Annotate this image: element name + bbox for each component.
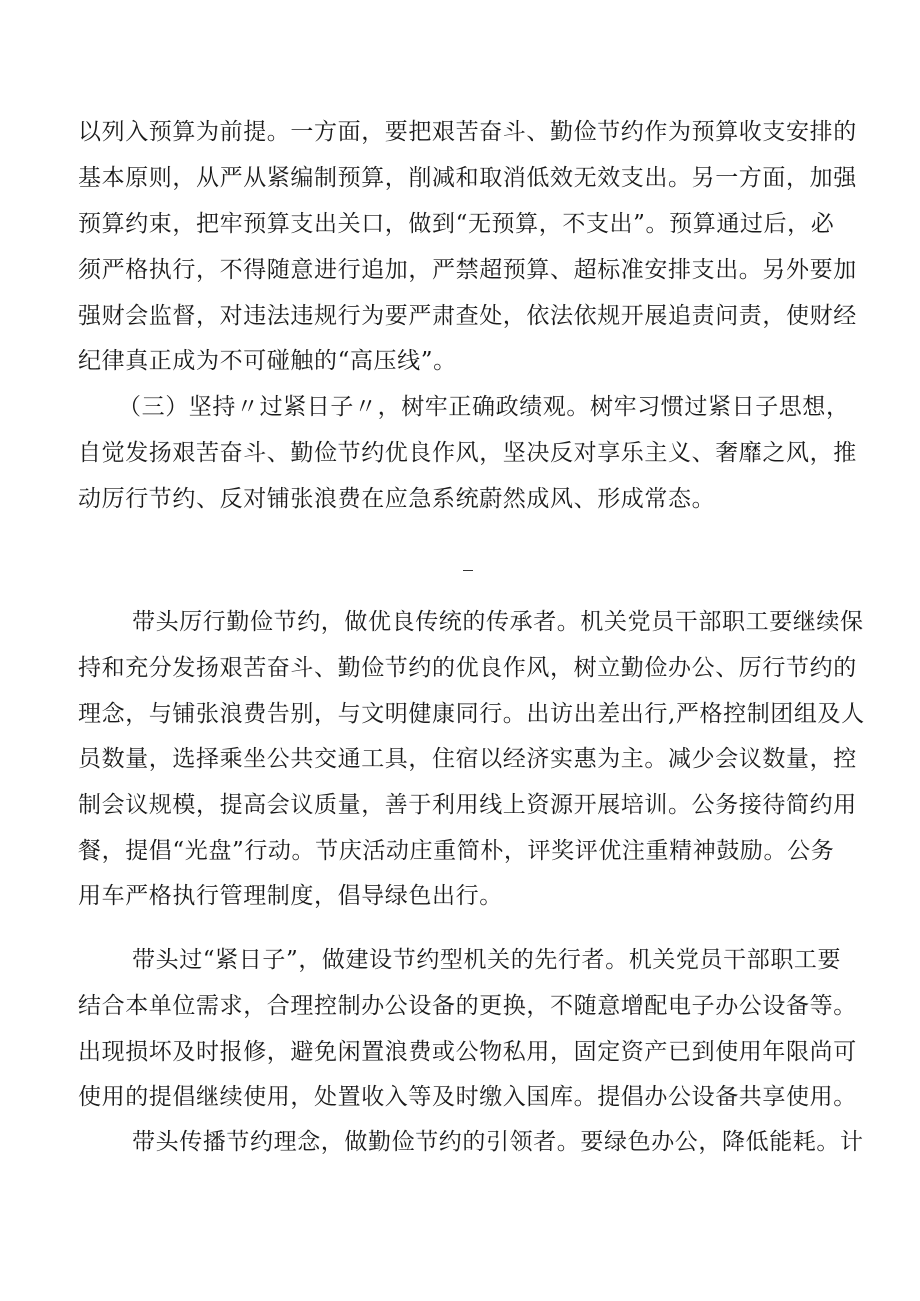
paragraph-first-line: 带头传播节约理念，做勤俭节约的引领者。要绿色办公，降低能耗。计 — [132, 1129, 864, 1155]
text-line: 持和充分发扬艰苦奋斗、勤俭节约的优良作风，树立勤俭办公、厉行节约的 — [78, 655, 857, 681]
text-line: 制会议规模，提高会议质量，善于利用线上资源开展培训。公务接待简约用 — [78, 792, 857, 818]
text-line: 用车严格执行管理制度，倡导绿色出行。 — [78, 883, 503, 909]
section-heading-line: （三）坚持〃过紧日子〃，树牢正确政绩观。树牢习惯过紧日子思想， — [118, 394, 850, 420]
text-line: 使用的提倡继续使用，处置收入等及时缴入国库。提倡办公设备共享使用。 — [78, 1084, 857, 1110]
text-line: 基本原则，从严从紧编制预算，削减和取消低效无效支出。另一方面，加强 — [78, 165, 857, 191]
section-separator — [463, 570, 473, 571]
text-line: 预算约束，把牢预算支出关口，做到“无预算，不支出”。预算通过后，必 — [78, 211, 835, 237]
text-line: 餐，提倡“光盘”行动。节庆活动庄重简朴，评奖评优注重精神鼓励。公务 — [78, 838, 835, 864]
text-line: 员数量，选择乘坐公共交通工具，住宿以经济实惠为主。减少会议数量，控 — [78, 746, 857, 772]
text-line: 纪律真正成为不可碰触的“高压线”。 — [78, 348, 457, 374]
text-line: 出现损坏及时报修，避免闲置浪费或公物私用，固定资产已到使用年限尚可 — [78, 1039, 857, 1065]
paragraph-first-line: 带头厉行勤俭节约，做优良传统的传承者。机关党员干部职工要继续保 — [132, 609, 864, 635]
paragraph-first-line: 带头过“紧日子”，做建设节约型机关的先行者。机关党员干部职工要 — [132, 947, 842, 973]
text-line: 自觉发扬艰苦奋斗、勤俭节约优良作风，坚决反对享乐主义、奢靡之风，推 — [78, 440, 857, 466]
text-line: 须严格执行，不得随意进行追加，严禁超预算、超标准安排支出。另外要加 — [78, 257, 857, 283]
text-line: 结合本单位需求，合理控制办公设备的更换，不随意增配电子办公设备等。 — [78, 993, 857, 1019]
text-line: 动厉行节约、反对铺张浪费在应急系统蔚然成风、形成常态。 — [78, 486, 716, 512]
text-line: 理念，与铺张浪费告别，与文明健康同行。出访出差出行,严格控制团组及人 — [78, 701, 865, 727]
text-line: 强财会监督，对违法违规行为要严肃查处，依法依规开展追责问责，使财经 — [78, 303, 857, 329]
text-line: 以列入预算为前提。一方面，要把艰苦奋斗、勤俭节约作为预算收支安排的 — [78, 119, 857, 145]
